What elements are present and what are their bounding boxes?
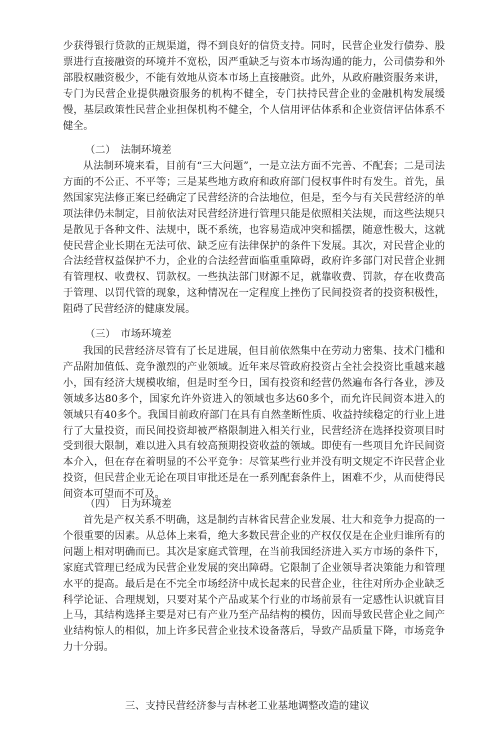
section-heading-market-environment: （三） 市场环境差 (85, 329, 172, 340)
paragraph-market-environment: 我国的民营经济尽管有了长足进展，但目前依然集中在劳动力密集、技术门槛和产品附加值低、竞争激烈的产业领域。近年来尽管政府投资占全社会投资比重越来越小，国有经济大规模收缩，但是时至今日，国有投资和经营仍然遍布各行各业，涉及领域多达80多个，国家允许外资进入的领域也多达60多个，而允许民间资本进入的领域只有40多个。我国目前政府部门在具有自然垄断性质、收益持续稳定的行业上进行了大量投资，而民间投资却被严格限制进入相关行业，民营经济在选择投资项目时受到很大限制，难以进入具有较高预期投资收益的领域。即使有一些项目允许民间资本介入，但在存在着明显的不公平竞争：尽管某些行业并没有明文规定不许民营企业投资，但民营企业无论在项目审批还是在一系列配套条件上，困难不少，从而使得民间资本可望而不可及。 (63, 346, 445, 501)
paragraph-internal-environment: 首先是产权关系不明确，这是制约吉林省民营企业发展、壮大和竞争力提高的一个很重要的因素。从总体上来看，绝大多数民营企业的产权仅仅是在企业归谁所有的问题上相对明确而已。其次是家庭式管理，在当前我国经济进入买方市场的条件下，家庭式管理已经成为民营企业发展的突出障碍。它限制了企业领导者决策能力和管理水平的提高。最后是在不完全市场经济中成长起来的民营企业，往往对所办企业缺乏科学论证、合理规划，只要对某个产品或某个行业的市场前景有一定感性认识就盲目上马，其结构选择主要是对已有产业乃至产品结构的模仿，因而导致民营企业之间产业结构惊人的相似，加上许多民营企业技术设备落后，导致产品质量下降，市场竞争力十分弱。 (63, 515, 445, 654)
paragraph-legal-environment: 从法制环境来看，目前有“三大问题”，一是立法方面不完善、不配套；二是司法方面的不公正、不平等；三是某些地方政府和政府部门侵权事件时有发生。首先，虽然国家宪法修正案已经确定了民营经济的合法地位，但是，至今与有关民营经济的单项法律仍未制定，目前依法对民营经济进行管理只能是依照相关法规，而这些法规只是散见于各种文件、法规中，既不系统，也容易造成冲突和摇摆，随意性极大，这就使民营企业长期在无法可依、缺乏应有法律保护的条件下发展。其次，对民营企业的合法经营权益保护不力，企业的合法经营面临重重障碍，政府许多部门对民营企业拥有管理权、收费权、罚款权。一些执法部门财源不足，就靠收费、罚款，存在收费高于管理、以罚代管的现象，这种情况在一定程度上挫伤了民间投资者的投资积极性，阻碍了民营经济的健康发展。 (63, 161, 445, 316)
section-heading-legal-environment: （二） 法制环境差 (85, 145, 172, 156)
section-heading-internal-environment: （四） 日为环境差 (85, 499, 172, 510)
chapter-heading-suggestions: 三、支持民营经济参与吉林老工业基地调整改造的建议 (125, 701, 370, 712)
paragraph-financing-environment: 少获得银行贷款的正规渠道，得不到良好的信贷支持。同时，民营企业发行债券、股票进行直接融资的环境并不宽松，因严重缺乏与资本市场沟通的能力，公司债券和外部股权融资极少，不能有效地从资本市场上直接融资。此外，从政府融资服务来讲，专门为民营企业提供融资服务的机构不健全，专门扶持民营企业的金融机构发展缓慢，基层政策性民营企业担保机构不健全，个人信用评估体系和企业资信评估体系不健全。 (63, 41, 445, 132)
